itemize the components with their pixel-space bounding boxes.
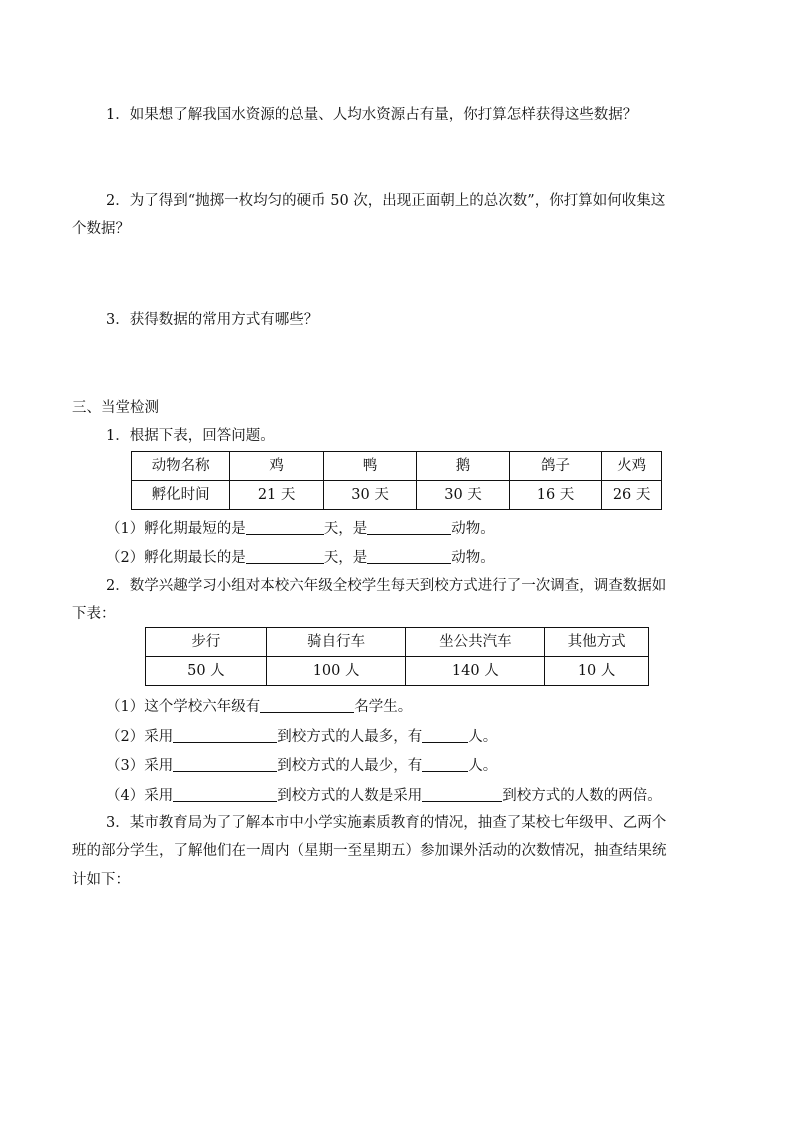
table-cell: 50 人 <box>146 657 267 686</box>
table-cell: 其他方式 <box>545 628 649 657</box>
answer-blank[interactable] <box>422 757 468 772</box>
answer-blank[interactable] <box>422 728 468 743</box>
problem-2-prompt-line-2: 下表： <box>72 606 116 622</box>
question-2-line-1: 2．为了得到“抛掷一枚均匀的硬币 50 次，出现正面朝上的总次数”，你打算如何收集这 <box>106 193 666 209</box>
table-cell: 16 天 <box>509 481 601 510</box>
problem-1-sub-1 <box>106 520 495 537</box>
table-cell: 坐公共汽车 <box>406 628 545 657</box>
text: 天，是 <box>323 550 368 566</box>
table-cell: 鹅 <box>417 452 509 481</box>
text: 天，是 <box>323 521 368 537</box>
hatching-table <box>131 451 662 510</box>
table-row <box>132 452 662 481</box>
table-cell: 26 天 <box>602 481 662 510</box>
problem-1-prompt: 1．根据下表，回答问题。 <box>106 428 275 444</box>
text: 人。 <box>468 729 498 745</box>
answer-blank[interactable] <box>246 549 324 564</box>
table-cell: 骑自行车 <box>266 628 406 657</box>
answer-blank[interactable] <box>173 787 277 802</box>
problem-2-sub-4 <box>106 787 662 804</box>
table-row <box>146 657 649 686</box>
table-cell: 140 人 <box>406 657 545 686</box>
problem-1-sub-2 <box>106 549 495 566</box>
table-cell: 火鸡 <box>602 452 662 481</box>
text: （1）孵化期最短的是 <box>106 521 246 537</box>
question-3: 3．获得数据的常用方式有哪些？ <box>106 312 319 328</box>
text: 到校方式的人数是采用 <box>277 788 423 804</box>
text: 到校方式的人数的两倍。 <box>502 788 662 804</box>
text: 到校方式的人最多，有 <box>277 729 423 745</box>
text: 名学生。 <box>354 699 413 715</box>
text: 动物。 <box>451 521 495 537</box>
answer-blank[interactable] <box>422 787 502 802</box>
problem-3-line-1: 3．某市教育局为了了解本市中小学实施素质教育的情况，抽查了某校七年级甲、乙两个 <box>106 815 667 831</box>
answer-blank[interactable] <box>246 520 324 535</box>
table-cell: 10 人 <box>545 657 649 686</box>
answer-blank[interactable] <box>173 728 277 743</box>
text: （4）采用 <box>106 788 174 804</box>
table-cell: 动物名称 <box>132 452 230 481</box>
question-1: 1．如果想了解我国水资源的总量、人均水资源占有量，你打算怎样获得这些数据？ <box>106 107 638 123</box>
table-cell: 步行 <box>146 628 267 657</box>
table-cell: 鸭 <box>323 452 416 481</box>
text: （3）采用 <box>106 758 174 774</box>
text: 动物。 <box>451 550 495 566</box>
table-row <box>146 628 649 657</box>
problem-2-sub-2 <box>106 728 497 745</box>
problem-3-line-3: 计如下： <box>72 872 130 888</box>
text: 人。 <box>468 758 498 774</box>
answer-blank[interactable] <box>173 757 277 772</box>
table-cell: 孵化时间 <box>132 481 230 510</box>
table-row <box>132 481 662 510</box>
table-cell: 鸽子 <box>509 452 601 481</box>
table-cell: 30 天 <box>323 481 416 510</box>
problem-2-sub-3 <box>106 757 497 774</box>
table-cell: 100 人 <box>266 657 406 686</box>
problem-2-sub-1 <box>106 698 412 715</box>
commute-table <box>145 627 649 686</box>
problem-2-prompt-line-1: 2．数学兴趣学习小组对本校六年级全校学生每天到校方式进行了一次调查，调查数据如 <box>106 578 667 594</box>
answer-blank[interactable] <box>367 549 451 564</box>
answer-blank[interactable] <box>367 520 451 535</box>
table-cell: 鸡 <box>230 452 323 481</box>
problem-3-line-2: 班的部分学生，了解他们在一周内（星期一至星期五）参加课外活动的次数情况，抽查结果统 <box>72 843 667 859</box>
text: 到校方式的人最少，有 <box>277 758 423 774</box>
text: （2）采用 <box>106 729 174 745</box>
section-heading: 三、当堂检测 <box>72 400 159 416</box>
text: （2）孵化期最长的是 <box>106 550 246 566</box>
text: （1）这个学校六年级有 <box>106 699 261 715</box>
question-2-line-2: 个数据？ <box>72 221 130 237</box>
table-cell: 30 天 <box>417 481 509 510</box>
table-cell: 21 天 <box>230 481 323 510</box>
answer-blank[interactable] <box>260 698 354 713</box>
